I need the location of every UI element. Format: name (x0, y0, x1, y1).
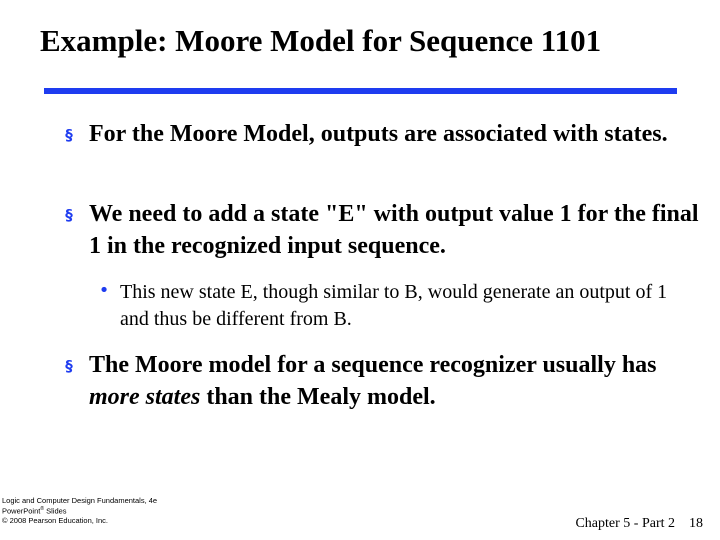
bullet-text-part: than the Mealy model. (200, 384, 436, 411)
bullet-item (62, 349, 699, 414)
book-title: Logic and Computer Design Fundamentals, 4e (2, 496, 158, 505)
sub-bullet-marker-icon: • (98, 280, 110, 301)
bullet-text (89, 349, 699, 414)
bullet-marker-icon: § (65, 357, 73, 375)
title-underline (44, 88, 677, 94)
page-number: 18 (689, 516, 703, 531)
slides-label (2, 506, 157, 516)
bullet-item (62, 198, 699, 263)
slide-title: Example: Moore Model for Sequence 1101 (40, 23, 602, 58)
bullet-marker-icon: § (65, 126, 73, 144)
bullet-text-part: The Moore model for a sequence recognizer usually has (89, 352, 657, 378)
emphasis-text: more states (89, 384, 201, 411)
chapter-label: Chapter 5 - Part 2 (575, 516, 675, 531)
bullet-marker-icon: § (65, 206, 73, 224)
slides-label-text: PowerPoint (2, 506, 41, 516)
registered-mark: ® (40, 505, 45, 512)
publisher-footer (2, 496, 157, 526)
copyright-text: © 2008 Pearson Education, Inc. (2, 516, 109, 525)
slides-label-rest: Slides (44, 506, 67, 516)
slide-footer (575, 516, 703, 532)
bullet-text: We need to add a state "E" with output value 1 for the final 1 in the recognized input sequence. (89, 201, 699, 260)
bullet-text: For the Moore Model, outputs are associated with states. (89, 121, 668, 147)
sub-bullet-text: This new state E, though similar to B, would generate an output of 1 and thus be different from B. (120, 281, 668, 330)
bullet-item (62, 118, 699, 150)
sub-bullet-item (98, 279, 680, 333)
